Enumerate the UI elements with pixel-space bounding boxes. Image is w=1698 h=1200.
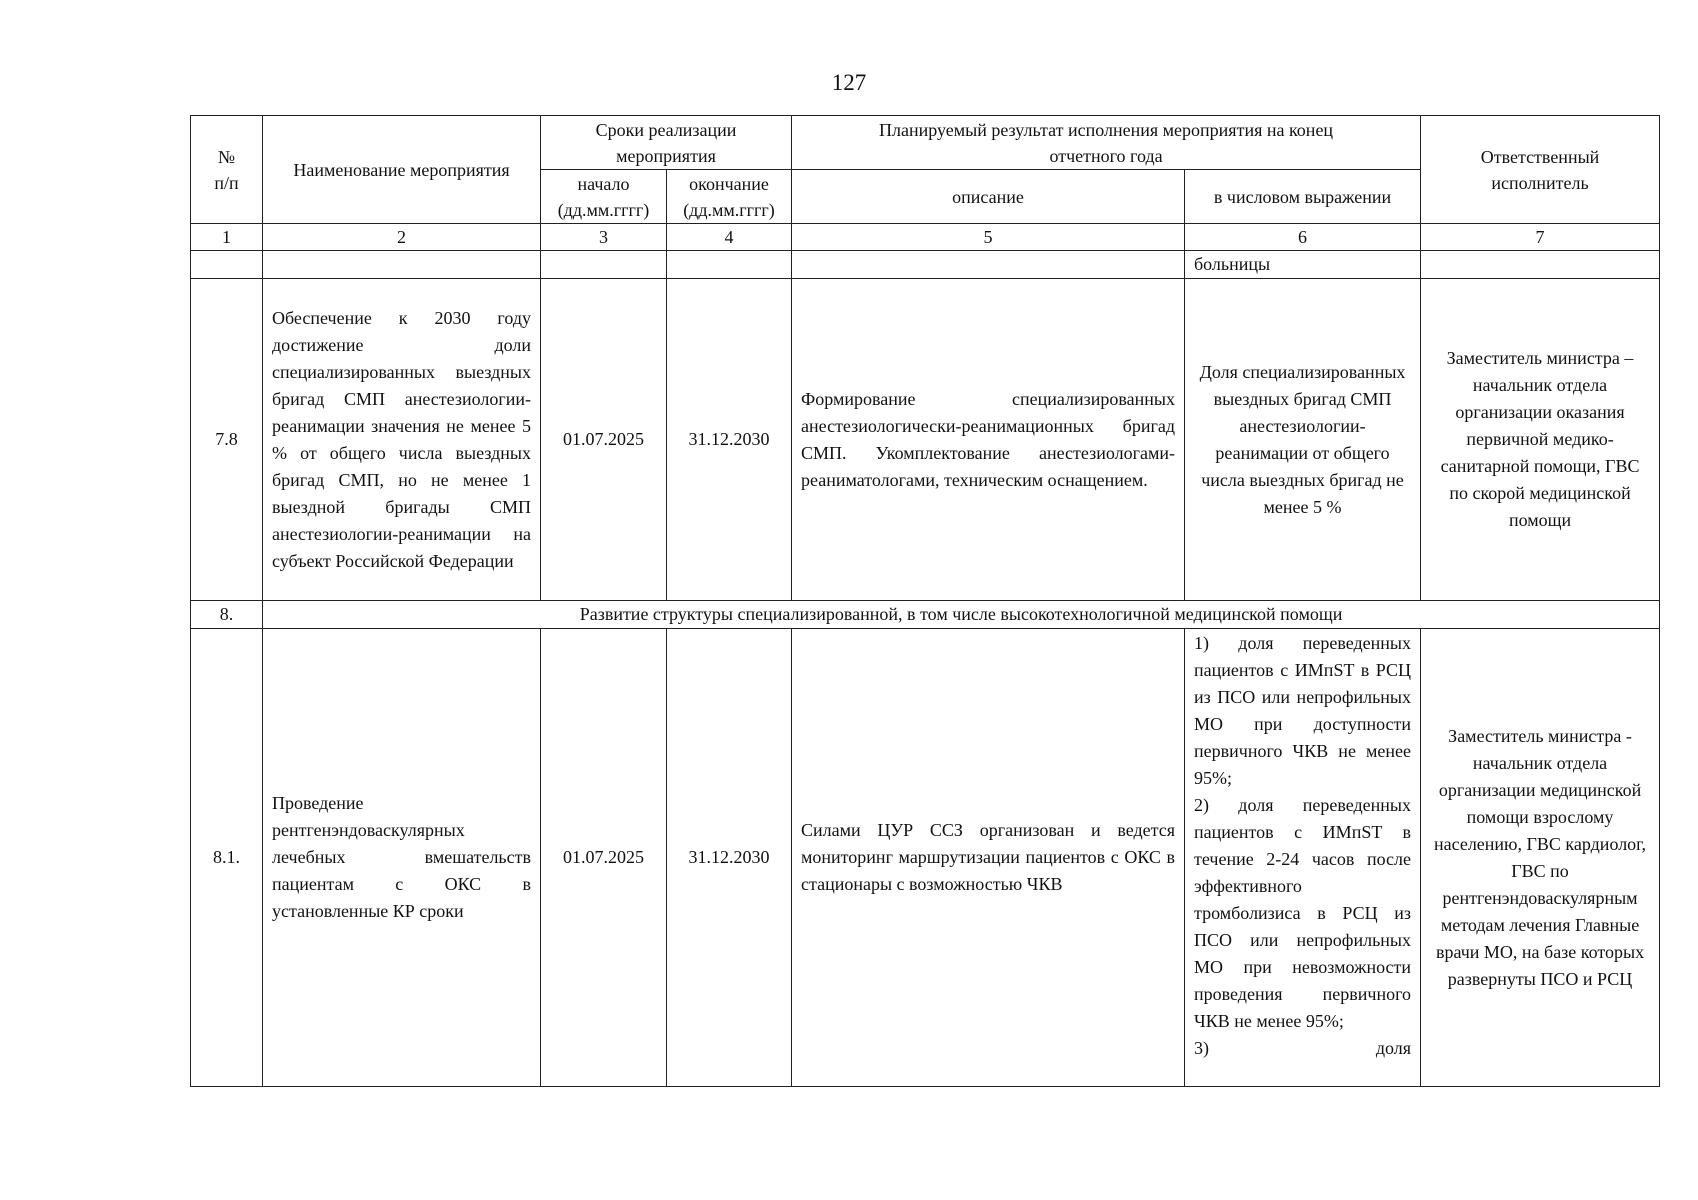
header-responsible: Ответственный исполнитель	[1421, 116, 1660, 224]
indicator-2: 2) доля переведенных пациентов с ИМпST в течение 2-24 часов после эффективного тромболизиса в РСЦ из ПСО или непрофильных МО при невозможности проведения первичного ЧКВ не менее 95%;	[1194, 795, 1412, 1031]
header-end: окончание (дд.мм.гггг)	[667, 170, 792, 224]
start-date: 01.07.2025	[541, 279, 667, 601]
result-description: Силами ЦУР ССЗ организован и ведется мониторинг маршрутизации пациентов с ОКС в стационары с возможностью ЧКВ	[792, 629, 1185, 1087]
cell-empty	[792, 251, 1185, 279]
column-number: 2	[263, 224, 541, 251]
table-row	[191, 251, 1660, 279]
section-row	[191, 601, 1660, 629]
indicator-1: 1) доля переведенных пациентов с ИМпST в РСЦ из ПСО или непрофильных МО при доступности первичного ЧКВ не менее 95%;	[1194, 633, 1412, 788]
section-title: Развитие структуры специализированной, в том числе высокотехнологичной медицинской помощи	[263, 601, 1660, 629]
indicator-3: 3) доля	[1194, 1038, 1412, 1058]
row-number: 7.8	[191, 279, 263, 601]
column-number: 6	[1185, 224, 1421, 251]
table-row	[191, 279, 1660, 601]
activity-name: Обеспечение к 2030 году достижение доли специализированных выездных бригад СМП анестезиологии-реанимации значения не менее 5 % от общего числа выездных бригад СМП, но не менее 1 выездной бригады СМП анестезиологии-реанимации на субъект Российской Федерации	[263, 279, 541, 601]
cell-empty	[191, 251, 263, 279]
end-date: 31.12.2030	[667, 279, 792, 601]
header-terms: Сроки реализации мероприятия	[541, 116, 792, 170]
column-number: 5	[792, 224, 1185, 251]
page-number: 127	[831, 70, 867, 95]
responsible-executor: Заместитель министра - начальник отдела организации медицинской помощи взрослому населению, ГВС кардиолог, ГВС по рентгенэндоваскулярным методам лечения Главные врачи МО, на базе которых развернуты ПСО и РСЦ	[1421, 629, 1660, 1087]
header-start: начало (дд.мм.гггг)	[541, 170, 667, 224]
header-numeric-value: в числовом выражении	[1185, 170, 1421, 224]
result-numeric-value	[1185, 629, 1421, 1087]
activity-plan-table	[190, 115, 1660, 1087]
activity-name: Проведение рентгенэндоваскулярных лечебных вмешательств пациентам с ОКС в установленные КР сроки	[263, 629, 541, 1087]
section-number: 8.	[191, 601, 263, 629]
header-planned-result: Планируемый результат исполнения мероприятия на конец отчетного года	[792, 116, 1421, 170]
cell-empty	[667, 251, 792, 279]
start-date: 01.07.2025	[541, 629, 667, 1087]
result-numeric-value: Доля специализированных выездных бригад СМП анестезиологии-реанимации от общего числа выездных бригад не менее 5 %	[1185, 279, 1421, 601]
table-row	[191, 629, 1660, 1087]
cell-empty	[541, 251, 667, 279]
cell-continued-value: больницы	[1185, 251, 1421, 279]
header-description: описание	[792, 170, 1185, 224]
cell-empty	[263, 251, 541, 279]
column-number: 4	[667, 224, 792, 251]
cell-empty	[1421, 251, 1660, 279]
end-date: 31.12.2030	[667, 629, 792, 1087]
column-number: 7	[1421, 224, 1660, 251]
header-activity-name: Наименование мероприятия	[263, 116, 541, 224]
responsible-executor: Заместитель министра – начальник отдела организации оказания первичной медико-санитарной помощи, ГВС по скорой медицинской помощи	[1421, 279, 1660, 601]
column-number: 3	[541, 224, 667, 251]
result-description: Формирование специализированных анестезиологически-реанимационных бригад СМП. Укомплектование анестезиологами-реаниматологами, техническим оснащением.	[792, 279, 1185, 601]
header-number: № п/п	[191, 116, 263, 224]
column-number: 1	[191, 224, 263, 251]
row-number: 8.1.	[191, 629, 263, 1087]
